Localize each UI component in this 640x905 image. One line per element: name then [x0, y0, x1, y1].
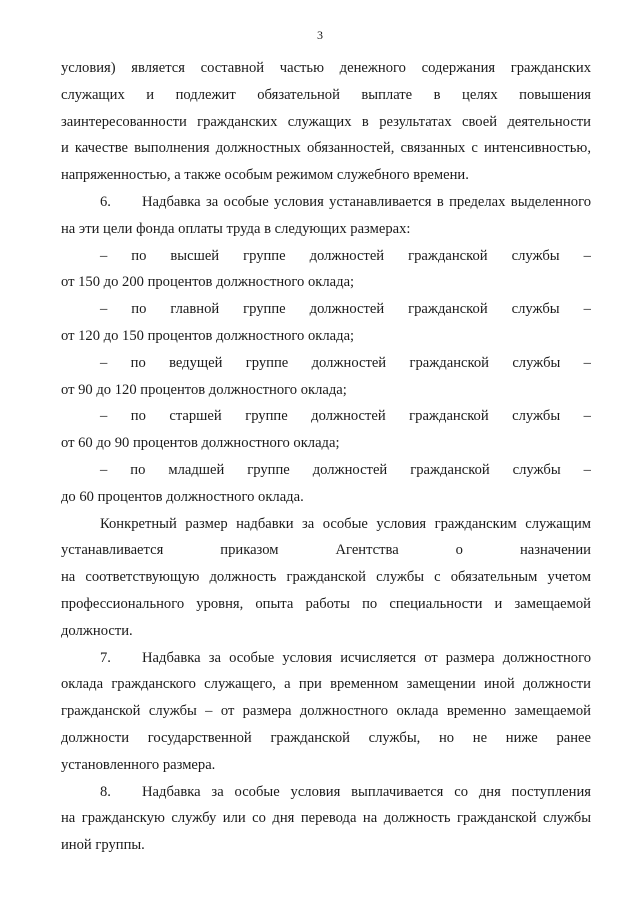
- list-item-line: [61, 296, 591, 323]
- list-item-word: должностей: [309, 301, 385, 318]
- list-item-line: [61, 457, 591, 484]
- text-line: служащих и подлежит обязательной выплате в целях повышения: [61, 86, 591, 103]
- text-line: гражданской службы – от размера должностного оклада временно замещаемой: [61, 703, 591, 720]
- list-item-word: должностей: [311, 354, 387, 371]
- list-item-line: [61, 350, 591, 377]
- list-item-word: службы: [512, 461, 561, 478]
- list-item-word: –: [100, 354, 108, 371]
- text-line: установленного размера.: [61, 756, 216, 773]
- text-line: напряженностью, а также особым режимом служебного времени.: [61, 167, 469, 184]
- list-item-continuation: от 60 до 90 процентов должностного оклада;: [61, 435, 340, 452]
- paragraph-number: 8.: [100, 783, 111, 800]
- list-item-word: должностей: [311, 408, 386, 425]
- text-line: условия) является составной частью денежного содержания гражданских: [61, 60, 591, 76]
- list-item-word: –: [100, 408, 108, 425]
- paragraph-number: 7.: [100, 649, 111, 666]
- list-item-word: службы: [511, 247, 560, 264]
- list-item-word: гражданской: [408, 247, 488, 264]
- paragraph-6-first-line: 6. Надбавка за особые условия устанавливается в пределах выделенного: [61, 189, 591, 216]
- list-item-word: ведущей: [169, 354, 223, 371]
- paragraph-7-first-line: 7. Надбавка за особые условия исчисляется от размера должностного: [61, 645, 591, 672]
- list-item-word: группе: [245, 354, 289, 371]
- list-item-word: младшей: [168, 461, 225, 478]
- text-line: заинтересованности гражданских служащих в результатах своей деятельности: [61, 113, 591, 130]
- text-line: должности.: [61, 622, 133, 639]
- list-item-word: по: [130, 461, 146, 478]
- text-line: должности государственной гражданской службы, но не ниже ранее: [61, 729, 591, 746]
- list-item-word: гражданской: [410, 461, 490, 478]
- list-item-word: по: [131, 301, 147, 318]
- list-item-word: –: [100, 247, 108, 264]
- list-item-word: должностей: [312, 461, 388, 478]
- list-item-word: должностей: [309, 247, 385, 264]
- list-item-word: –: [583, 354, 591, 371]
- list-item-word: группе: [245, 408, 288, 425]
- paragraph-number: 6.: [100, 193, 111, 210]
- text-line: на соответствующую должность гражданской службы с обязательным учетом: [61, 569, 591, 586]
- list-item-continuation: от 150 до 200 процентов должностного оклада;: [61, 274, 355, 291]
- text-line: оклада гражданского служащего, а при временном замещении иной должности: [61, 676, 591, 693]
- text-line: Конкретный размер надбавки за особые условия гражданским служащим: [100, 515, 591, 532]
- list-item-word: гражданской: [409, 354, 489, 371]
- text-line: и качестве выполнения должностных обязанностей, связанных с интенсивностью,: [61, 140, 591, 157]
- list-item-word: службы: [512, 408, 561, 425]
- list-item-word: –: [583, 408, 591, 425]
- list-item-word: службы: [512, 354, 561, 371]
- list-item-word: гражданской: [409, 408, 489, 425]
- list-item-continuation: от 120 до 150 процентов должностного оклада;: [61, 327, 355, 344]
- list-item-word: группе: [243, 247, 286, 264]
- list-item-word: службы: [511, 301, 560, 318]
- text-line: на эти цели фонда оплаты труда в следующих размерах:: [61, 220, 411, 237]
- list-item-word: по: [130, 408, 146, 425]
- list-item-word: старшей: [169, 408, 222, 425]
- list-item-word: группе: [247, 461, 290, 478]
- list-item-word: –: [583, 247, 591, 264]
- list-item-word: –: [100, 461, 108, 478]
- text-line: устанавливается приказом Агентства о назначении: [61, 542, 591, 559]
- paragraph-8-first-line: 8. Надбавка за особые условия выплачивается со дня поступления: [61, 779, 591, 806]
- list-item-word: –: [583, 301, 591, 318]
- list-item-word: по: [131, 247, 147, 264]
- list-item-word: высшей: [170, 247, 220, 264]
- list-item-word: –: [100, 301, 108, 318]
- list-item-word: –: [583, 461, 591, 478]
- text-line: профессионального уровня, опыта работы по специальности и замещаемой: [61, 595, 591, 612]
- list-item-line: [61, 243, 591, 270]
- list-item-word: главной: [170, 301, 220, 318]
- page-number: 3: [317, 28, 323, 42]
- text-line: на гражданскую службу или со дня перевода на должность гражданской службы: [61, 810, 591, 827]
- list-item-word: гражданской: [408, 301, 488, 318]
- list-item-line: [61, 403, 591, 430]
- list-item-continuation: до 60 процентов должностного оклада.: [61, 488, 304, 505]
- text-line: иной группы.: [61, 837, 145, 854]
- list-item-continuation: от 90 до 120 процентов должностного оклада;: [61, 381, 347, 398]
- list-item-word: группе: [243, 301, 286, 318]
- list-item-word: по: [130, 354, 146, 371]
- document-body: [61, 55, 591, 859]
